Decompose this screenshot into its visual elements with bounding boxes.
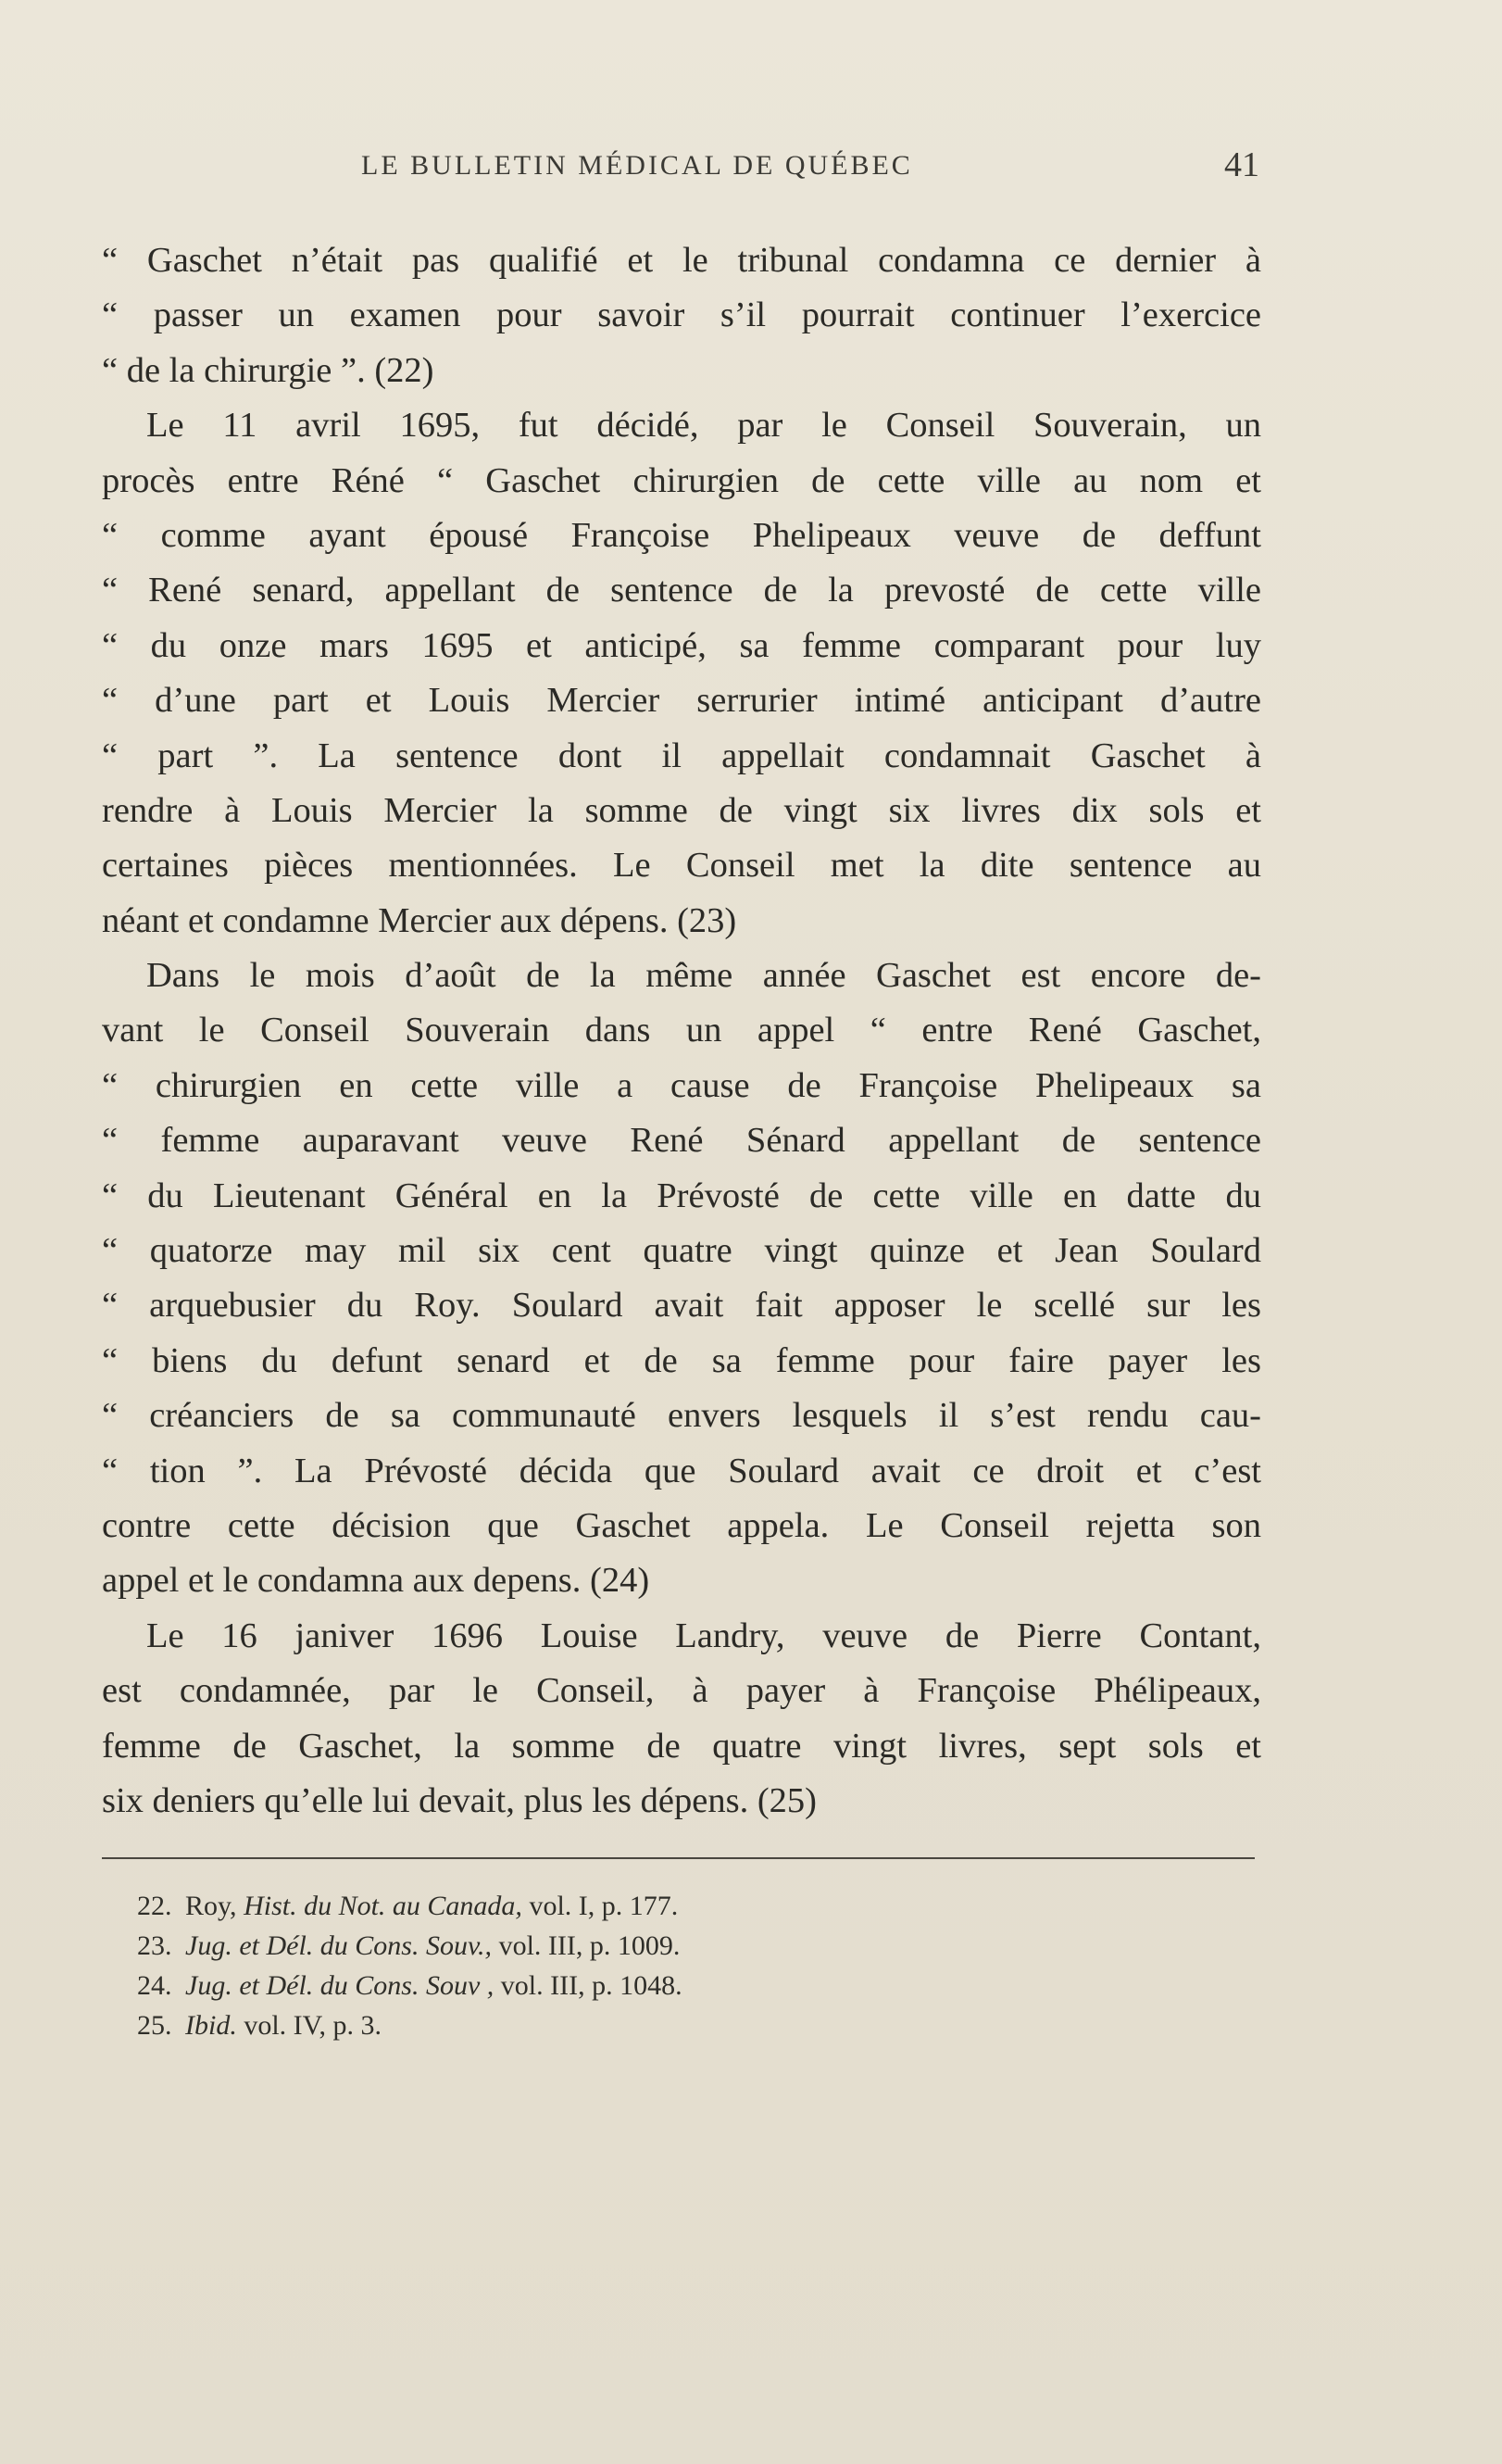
footnote-detail: vol. IV, p. 3. <box>236 2010 382 2041</box>
running-title: LE BULLETIN MÉDICAL DE QUÉBEC <box>361 150 913 181</box>
text-line: est condamnée, par le Conseil, à payer à Françoise Phélipeaux, <box>102 1671 1261 1711</box>
text-line: femme de Gaschet, la somme de quatre vingt livres, sept sols et <box>102 1726 1261 1766</box>
text-line: contre cette décision que Gaschet appela. Le Conseil rejetta son <box>102 1505 1261 1545</box>
text-line: néant et condamne Mercier aux dépens. (23) <box>102 900 737 940</box>
text-line: “ du onze mars 1695 et anticipé, sa femme comparant pour luy <box>102 625 1261 665</box>
text-line: “ Gaschet n’était pas qualifié et le tribunal condamna ce dernier à <box>102 241 1261 280</box>
footnote-reference: Jug. et Dél. du Cons. Souv., <box>185 1930 493 1961</box>
footnote <box>137 1886 970 1926</box>
text-line: procès entre Réné “ Gaschet chirurgien de cette ville au nom et <box>102 460 1261 500</box>
text-line: Le 11 avril 1695, fut décidé, par le Conseil Souverain, un <box>146 406 1261 446</box>
paragraph <box>102 398 1261 949</box>
body-text <box>102 233 1261 1829</box>
text-line: “ tion ”. La Prévosté décida que Soulard avait ce droit et c’est <box>102 1451 1261 1490</box>
text-line: “ comme ayant épousé Françoise Phelipeaux veuve de deffunt <box>102 515 1261 555</box>
footnote-number: 25. <box>137 2010 172 2041</box>
text-line: appel et le condamna aux depens. (24) <box>102 1561 650 1601</box>
text-line: “ d’une part et Louis Mercier serrurier intimé anticipant d’autre <box>102 681 1261 721</box>
text-line: “ femme auparavant veuve René Sénard appellant de sentence <box>102 1121 1261 1161</box>
text-line: Le 16 janiver 1696 Louise Landry, veuve de Pierre Contant, <box>146 1615 1261 1655</box>
text-line: “ biens du defunt senard et de sa femme pour faire payer les <box>102 1340 1261 1380</box>
text-line: “ passer un examen pour savoir s’il pourrait continuer l’exercice <box>102 295 1261 335</box>
text-line: “ chirurgien en cette ville a cause de Françoise Phelipeaux sa <box>102 1065 1261 1105</box>
paragraph <box>102 233 1261 398</box>
text-line: rendre à Louis Mercier la somme de vingt six livres dix sols et <box>102 790 1261 830</box>
text-line: vant le Conseil Souverain dans un appel “ entre René Gaschet, <box>102 1011 1261 1050</box>
text-line: six deniers qu’elle lui devait, plus les dépens. (25) <box>102 1780 817 1820</box>
text-line: “ René senard, appellant de sentence de la prevosté de cette ville <box>102 571 1261 610</box>
footnote-number: 23. <box>137 1930 172 1961</box>
footnote-detail: vol. III, p. 1048. <box>494 1970 682 2001</box>
footnote-reference: Hist. du Not. au Canada, <box>244 1891 522 1921</box>
footnote-reference: Jug. et Dél. du Cons. Souv , <box>185 1970 494 2001</box>
footnote-author: Roy, <box>185 1891 237 1921</box>
paragraph <box>102 1609 1261 1829</box>
footnote-number: 24. <box>137 1970 172 2001</box>
text-line: “ créanciers de sa communauté envers lesquels il s’est rendu cau- <box>102 1396 1261 1436</box>
footnote-number: 22. <box>137 1891 172 1921</box>
text-line: certaines pièces mentionnées. Le Conseil met la dite sentence au <box>102 846 1261 886</box>
text-line: Dans le mois d’août de la même année Gaschet est encore de- <box>146 956 1261 996</box>
text-line: “ arquebusier du Roy. Soulard avait fait apposer le scellé sur les <box>102 1286 1261 1326</box>
footnote-detail: vol. III, p. 1009. <box>492 1930 681 1961</box>
footnote <box>137 1926 970 1966</box>
text-line: “ du Lieutenant Général en la Prévosté de cette ville en datte du <box>102 1175 1261 1215</box>
footnote <box>137 1966 970 2005</box>
text-line: “ de la chirurgie ”. (22) <box>102 350 434 390</box>
paragraph <box>102 949 1261 1609</box>
page-number: 41 <box>1224 145 1259 184</box>
footnote <box>137 2005 970 2045</box>
running-head <box>102 139 1259 195</box>
footnote-detail: vol. I, p. 177. <box>521 1891 679 1921</box>
text-line: “ quatorze may mil six cent quatre vingt quinze et Jean Soulard <box>102 1231 1261 1271</box>
footnote-reference: Ibid. <box>185 2010 237 2041</box>
footnotes <box>137 1886 970 2045</box>
footnote-divider <box>102 1857 1255 1859</box>
text-line: “ part ”. La sentence dont il appellait condamnait Gaschet à <box>102 735 1261 775</box>
